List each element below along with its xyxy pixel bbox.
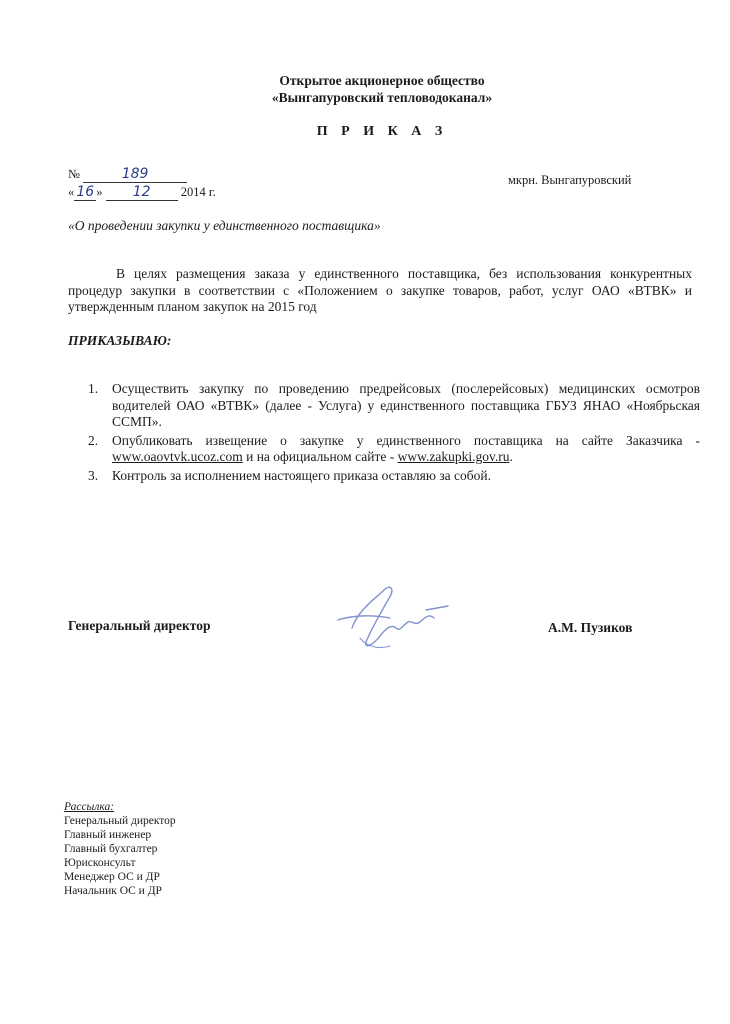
order-number bbox=[68, 166, 187, 183]
preamble: В целях размещения заказа у единственного поставщика, без использования конкурентных процедур закупки в соответствии с «Положением о закупке товаров, работ, услуг ОАО «ВТВК» и утвержденным планом закупок на 2015 год bbox=[68, 266, 692, 314]
list-item bbox=[88, 433, 700, 466]
date-day: 16 bbox=[74, 184, 96, 201]
item-text-part: и на официальном сайте - bbox=[242, 449, 398, 464]
item-number: 3. bbox=[88, 467, 99, 483]
distribution-recipient: Начальник ОС и ДР bbox=[64, 885, 162, 897]
item-text: Осуществить закупку по проведению предрейсовых (послерейсовых) медицинских осмотров водителей ОАО «ВТВК» (далее - Услуга) у единственного поставщика ГБУЗ ЯНАО «Ноябрьская ССМП». bbox=[112, 381, 700, 429]
customer-site-link[interactable]: www.oaovtvk.ucoz.com bbox=[112, 449, 243, 464]
distribution-recipient: Главный инженер bbox=[64, 829, 152, 841]
item-number: 1. bbox=[88, 381, 99, 396]
document-title: П Р И К А З bbox=[316, 124, 448, 139]
distribution-recipient: Юрисконсульт bbox=[64, 857, 136, 869]
date-close-quote: » bbox=[96, 185, 103, 199]
order-items-list bbox=[88, 381, 700, 486]
distribution-recipient: Главный бухгалтер bbox=[64, 843, 158, 855]
issue-place: мкрн. Вынгапуровский bbox=[508, 173, 632, 187]
item-text bbox=[112, 433, 700, 466]
item-text: Контроль за исполнением настоящего приказа оставляю за собой. bbox=[112, 467, 491, 483]
item-number: 2. bbox=[88, 432, 99, 448]
distribution-list bbox=[64, 800, 176, 898]
order-number-label: № bbox=[68, 167, 80, 181]
item-text-part: Опубликовать извещение о закупке у единственного поставщика на сайте Заказчика - bbox=[112, 432, 700, 448]
order-date bbox=[68, 184, 216, 201]
official-site-link[interactable]: www.zakupki.gov.ru bbox=[397, 449, 510, 464]
distribution-recipient: Генеральный директор bbox=[64, 815, 176, 827]
date-year: 2014 г. bbox=[180, 185, 216, 199]
order-number-value: 189 bbox=[83, 166, 187, 183]
signatory-position: Генеральный директор bbox=[68, 618, 211, 633]
order-subject: «О проведении закупки у единственного поставщика» bbox=[68, 218, 381, 233]
date-month: 12 bbox=[106, 184, 178, 201]
list-item bbox=[88, 468, 700, 485]
list-item bbox=[88, 381, 700, 431]
org-line-2: «Вынгапуровский тепловодоканал» bbox=[271, 90, 493, 105]
item-text-part: . bbox=[509, 449, 513, 464]
org-line-1: Открытое акционерное общество bbox=[279, 73, 485, 88]
signatory-name: А.М. Пузиков bbox=[548, 620, 633, 635]
organization-header bbox=[0, 72, 730, 106]
distribution-heading: Рассылка: bbox=[64, 801, 115, 813]
handwritten-signature bbox=[330, 580, 460, 660]
order-word: ПРИКАЗЫВАЮ: bbox=[68, 333, 172, 348]
distribution-recipient: Менеджер ОС и ДР bbox=[64, 871, 160, 883]
date-open-quote: « bbox=[68, 185, 75, 199]
